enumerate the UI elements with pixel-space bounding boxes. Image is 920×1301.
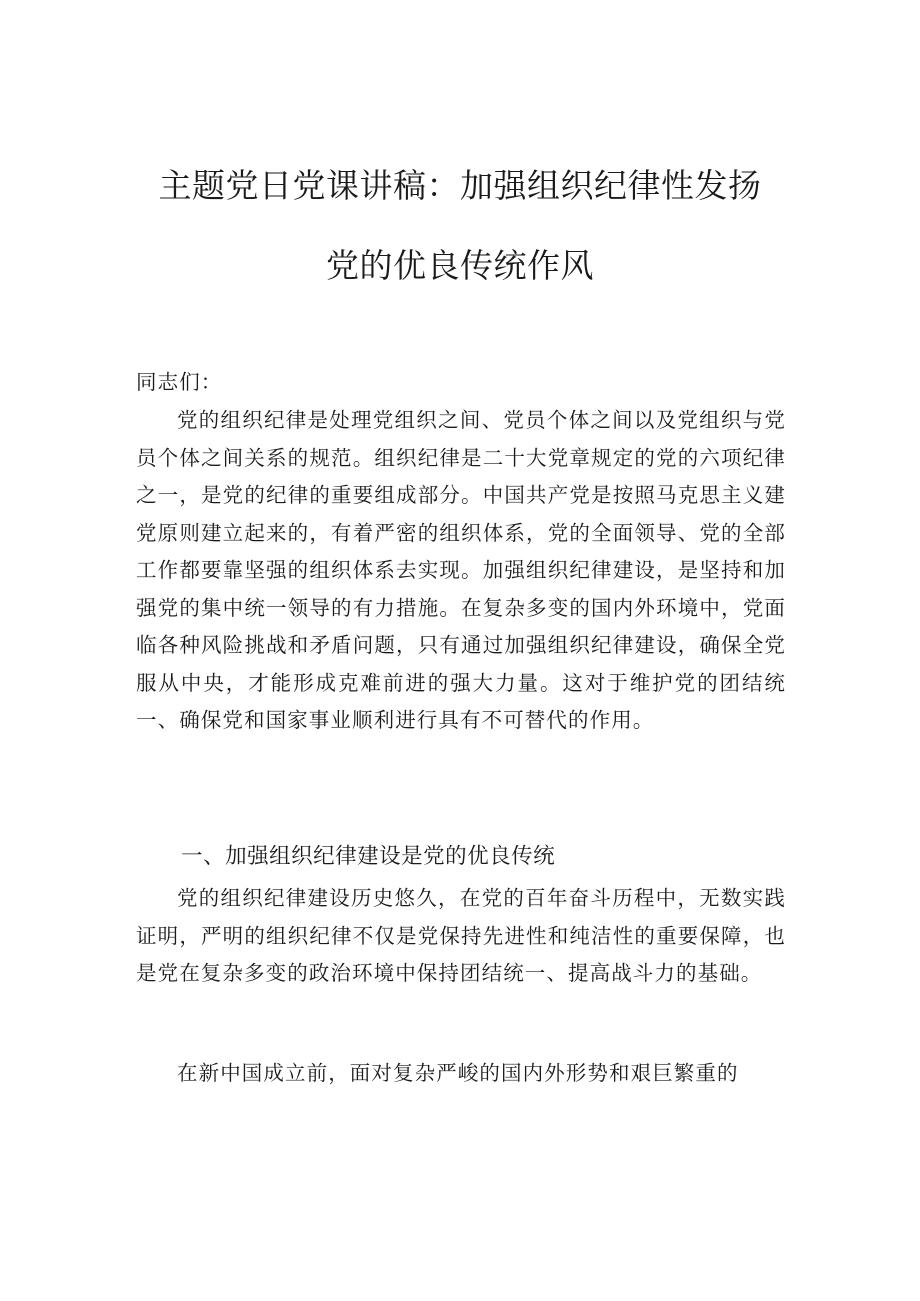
document-title-line-1: 主题党日党课讲稿：加强组织纪律性发扬 xyxy=(158,166,762,205)
section-heading-1: 一、加强组织纪律建设是党的优良传统 xyxy=(181,844,556,869)
paragraph-2: 党的组织纪律建设历史悠久，在党的百年奋斗历程中，无数实践证明，严明的组织纪律不仅是党保持先进性和纯洁性的重要保障，也是党在复杂多变的政治环境中保持团结统一、提高战斗力的基础。 xyxy=(136,886,786,985)
salutation: 同志们： xyxy=(136,370,223,394)
paragraph-3: 在新中国成立前，面对复杂严峻的国内外形势和艰巨繁重的 xyxy=(177,1061,739,1085)
document-title-line-2: 党的优良传统作风 xyxy=(326,246,594,285)
paragraph-1: 党的组织纪律是处理党组织之间、党员个体之间以及党组织与党员个体之间关系的规范。组织纪律是二十大党章规定的党的六项纪律之一，是党的纪律的重要组成部分。中国共产党是按照马克思主义建党原则建立起来的，有着严密的组织体系，党的全面领导、党的全部工作都要靠坚强的组织体系去实现。加强组织纪律建设，是坚持和加强党的集中统一领导的有力措施。在复杂多变的国内外环境中，党面临各种风险挑战和矛盾问题，只有通过加强组织纪律建设，确保全党服从中央，才能形成克难前进的强大力量。这对于维护党的团结统一、确保党和国家事业顺利进行具有不可替代的作用。 xyxy=(136,408,786,732)
